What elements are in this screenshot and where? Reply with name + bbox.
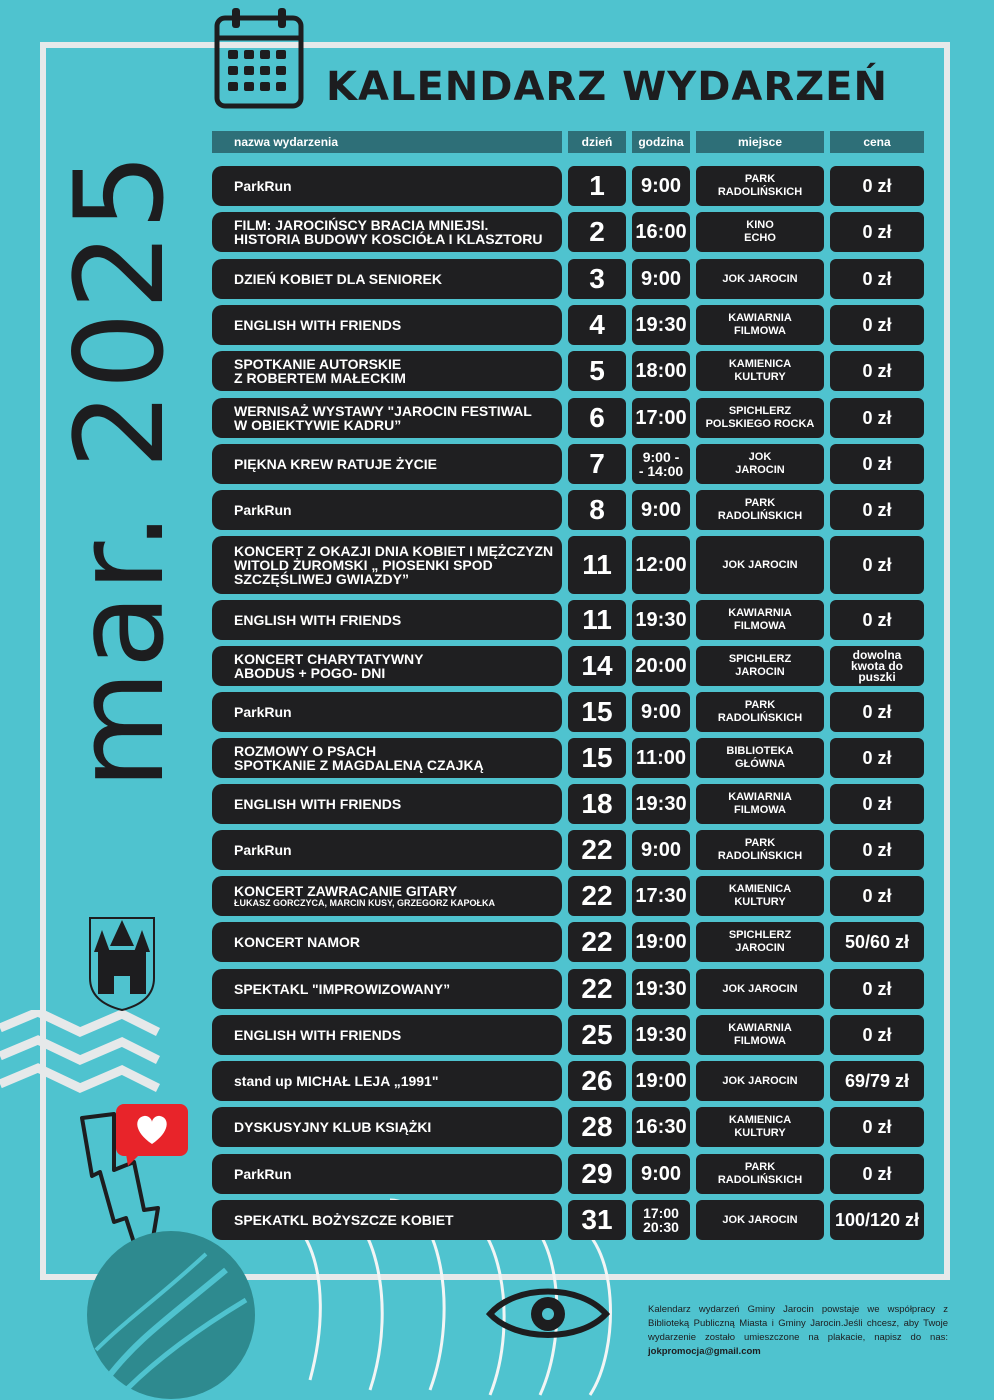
event-place: KAWIARNIA FILMOWA — [696, 784, 824, 824]
event-day: 31 — [568, 1200, 626, 1240]
event-price: 0 zł — [830, 969, 924, 1009]
wave-lines-icon — [0, 1010, 170, 1110]
event-name — [212, 259, 562, 299]
event-place: KAMIENICA KULTURY — [696, 876, 824, 916]
event-name — [212, 305, 562, 345]
event-place: JOK JAROCIN — [696, 969, 824, 1009]
event-name — [212, 351, 562, 391]
page-title: KALENDARZ WYDARZEŃ — [326, 64, 888, 110]
event-place: JOK JAROCIN — [696, 259, 824, 299]
event-day: 15 — [568, 738, 626, 778]
event-day: 8 — [568, 490, 626, 530]
event-name-line: SPOTKANIE Z MAGDALENĄ CZAJKĄ — [234, 757, 484, 773]
event-time: 9:00 — [632, 692, 690, 732]
event-day: 22 — [568, 830, 626, 870]
event-time: 17:00 — [632, 398, 690, 438]
event-name-line: PIĘKNA KREW RATUJE ŻYCIE — [234, 456, 438, 472]
event-day: 22 — [568, 876, 626, 916]
event-name — [212, 490, 562, 530]
footer-text: Kalendarz wydarzeń Gminy Jarocin powstaje we współpracy z Biblioteką Publiczną Miasta i Gminy Jarocin.Jeśli chcesz, aby Twoje wydarzenie zostało umieszczone na plakacie, napisz do nas: — [648, 1304, 948, 1343]
event-price: 0 zł — [830, 259, 924, 299]
jarocin-crest-icon — [88, 916, 156, 1012]
event-place: KAMIENICA KULTURY — [696, 351, 824, 391]
event-place: JOK JAROCIN — [696, 1061, 824, 1101]
event-price: dowolna kwota do puszki — [830, 646, 924, 686]
event-subname: ŁUKASZ GORCZYCA, MARCIN KUSY, GRZEGORZ KAPOŁKA — [234, 897, 495, 908]
event-time: 19:30 — [632, 305, 690, 345]
event-name-line: ParkRun — [234, 502, 292, 518]
event-time: 9:00 — [632, 830, 690, 870]
month-label: mar. 2025 — [49, 150, 191, 790]
event-price: 100/120 zł — [830, 1200, 924, 1240]
event-time: 9:00 - - 14:00 — [632, 444, 690, 484]
event-day: 1 — [568, 166, 626, 206]
header-name: nazwa wydarzenia — [212, 131, 562, 153]
event-price: 0 zł — [830, 490, 924, 530]
event-name — [212, 922, 562, 962]
event-name-line: ENGLISH WITH FRIENDS — [234, 612, 402, 628]
event-day: 11 — [568, 600, 626, 640]
event-name — [212, 646, 562, 686]
event-day: 6 — [568, 398, 626, 438]
event-price: 0 zł — [830, 444, 924, 484]
event-price: 0 zł — [830, 212, 924, 252]
event-place: BIBLIOTEKA GŁÓWNA — [696, 738, 824, 778]
event-day: 2 — [568, 212, 626, 252]
event-day: 18 — [568, 784, 626, 824]
event-price: 0 zł — [830, 830, 924, 870]
header-day: dzień — [568, 131, 626, 153]
event-time: 19:30 — [632, 600, 690, 640]
event-day: 29 — [568, 1154, 626, 1194]
event-name — [212, 969, 562, 1009]
event-name-line: Z ROBERTEM MAŁECKIM — [234, 370, 406, 386]
event-name — [212, 166, 562, 206]
event-place: SPICHLERZ JAROCIN — [696, 646, 824, 686]
event-name-line: HISTORIA BUDOWY KOSCIÓŁA I KLASZTORU — [234, 231, 543, 247]
event-name — [212, 398, 562, 438]
event-name-line: KONCERT NAMOR — [234, 934, 360, 950]
event-name — [212, 784, 562, 824]
event-time: 9:00 — [632, 1154, 690, 1194]
event-place: JOK JAROCIN — [696, 444, 824, 484]
event-name-line: ENGLISH WITH FRIENDS — [234, 317, 402, 333]
event-name-line: KONCERT ZAWRACANIE GITARY — [234, 882, 458, 899]
planet-decoration-icon — [86, 1230, 256, 1400]
footer-email[interactable]: jokpromocja@gmail.com — [648, 1346, 761, 1357]
event-name — [212, 876, 562, 916]
event-time: 17:00 20:30 — [632, 1200, 690, 1240]
header-price: cena — [830, 131, 924, 153]
event-name — [212, 692, 562, 732]
event-name-line: ParkRun — [234, 704, 292, 720]
event-place: JOK JAROCIN — [696, 536, 824, 594]
event-day: 26 — [568, 1061, 626, 1101]
event-name-line: ParkRun — [234, 1166, 292, 1182]
event-day: 5 — [568, 351, 626, 391]
event-price: 0 zł — [830, 1107, 924, 1147]
event-price: 50/60 zł — [830, 922, 924, 962]
event-place: KAWIARNIA FILMOWA — [696, 1015, 824, 1055]
calendar-icon — [214, 6, 304, 110]
event-day: 7 — [568, 444, 626, 484]
event-name-line: FILM: JAROCIŃSCY BRACIA MNIEJSI. — [234, 217, 489, 233]
event-time: 9:00 — [632, 166, 690, 206]
event-time: 16:00 — [632, 212, 690, 252]
event-price: 0 zł — [830, 536, 924, 594]
event-time: 16:30 — [632, 1107, 690, 1147]
event-name — [212, 536, 562, 594]
event-time: 18:00 — [632, 351, 690, 391]
event-name-line: WITOLD ŻUROMSKI „ PIOSENKI SPOD — [234, 557, 493, 573]
event-name — [212, 830, 562, 870]
event-price: 0 zł — [830, 305, 924, 345]
event-place: SPICHLERZ JAROCIN — [696, 922, 824, 962]
event-place: SPICHLERZ POLSKIEGO ROCKA — [696, 398, 824, 438]
event-day: 4 — [568, 305, 626, 345]
event-name-line: KONCERT Z OKAZJI DNIA KOBIET I MĘŻCZYZN — [234, 543, 554, 559]
event-name-line: SPEKTAKL "IMPROWIZOWANY” — [234, 981, 451, 997]
event-place: KAMIENICA KULTURY — [696, 1107, 824, 1147]
event-place: PARK RADOLIŃSKICH — [696, 490, 824, 530]
event-name-line: SPOTKANIE AUTORSKIE — [234, 356, 402, 372]
event-name — [212, 1154, 562, 1194]
event-name-line: W OBIEKTYWIE KADRU” — [234, 417, 402, 433]
event-day: 11 — [568, 536, 626, 594]
event-price: 0 zł — [830, 876, 924, 916]
event-name-line: ABODUS + POGO- DNI — [234, 665, 386, 681]
event-name-line: ROZMOWY O PSACH — [234, 743, 377, 759]
event-name-line: stand up MICHAŁ LEJA „1991" — [234, 1073, 439, 1089]
event-place: PARK RADOLIŃSKICH — [696, 692, 824, 732]
event-name — [212, 738, 562, 778]
event-time: 20:00 — [632, 646, 690, 686]
event-day: 15 — [568, 692, 626, 732]
event-time: 19:30 — [632, 1015, 690, 1055]
event-price: 0 zł — [830, 1015, 924, 1055]
event-place: PARK RADOLIŃSKICH — [696, 166, 824, 206]
event-time: 19:30 — [632, 969, 690, 1009]
event-price: 0 zł — [830, 398, 924, 438]
event-name-line: ParkRun — [234, 842, 292, 858]
event-name-line: ENGLISH WITH FRIENDS — [234, 796, 402, 812]
event-time: 19:00 — [632, 922, 690, 962]
event-time: 9:00 — [632, 490, 690, 530]
event-day: 28 — [568, 1107, 626, 1147]
event-time: 9:00 — [632, 259, 690, 299]
event-day: 22 — [568, 969, 626, 1009]
header-place: miejsce — [696, 131, 824, 153]
event-time: 17:30 — [632, 876, 690, 916]
event-name — [212, 1107, 562, 1147]
event-name-line: KONCERT CHARYTATYWNY — [234, 651, 424, 667]
event-name-line: SPEKATKL BOŻYSZCZE KOBIET — [234, 1212, 454, 1228]
event-name — [212, 1200, 562, 1240]
event-name — [212, 1015, 562, 1055]
event-price: 0 zł — [830, 351, 924, 391]
eye-icon — [486, 1282, 610, 1346]
event-name — [212, 1061, 562, 1101]
event-day: 25 — [568, 1015, 626, 1055]
event-day: 14 — [568, 646, 626, 686]
event-name-line: SZCZĘŚLIWEJ GWIAZDY” — [234, 571, 409, 587]
event-price: 69/79 zł — [830, 1061, 924, 1101]
event-place: PARK RADOLIŃSKICH — [696, 1154, 824, 1194]
event-name-line: DYSKUSYJNY KLUB KSIĄŻKI — [234, 1119, 432, 1135]
event-name — [212, 600, 562, 640]
header-time: godzina — [632, 131, 690, 153]
event-name-line: ParkRun — [234, 178, 292, 194]
event-price: 0 zł — [830, 166, 924, 206]
event-name-line: WERNISAŻ WYSTAWY "JAROCIN FESTIWAL — [234, 403, 532, 419]
event-price: 0 zł — [830, 738, 924, 778]
event-name-line: DZIEŃ KOBIET DLA SENIOREK — [234, 271, 442, 287]
event-price: 0 zł — [830, 1154, 924, 1194]
event-place: KAWIARNIA FILMOWA — [696, 600, 824, 640]
event-name — [212, 212, 562, 252]
event-time: 11:00 — [632, 738, 690, 778]
event-place: JOK JAROCIN — [696, 1200, 824, 1240]
event-place: KINO ECHO — [696, 212, 824, 252]
event-price: 0 zł — [830, 784, 924, 824]
event-day: 3 — [568, 259, 626, 299]
event-place: PARK RADOLIŃSKICH — [696, 830, 824, 870]
event-time: 19:30 — [632, 784, 690, 824]
event-day: 22 — [568, 922, 626, 962]
event-name — [212, 444, 562, 484]
footer-note — [648, 1303, 948, 1359]
event-place: KAWIARNIA FILMOWA — [696, 305, 824, 345]
event-name-line: ENGLISH WITH FRIENDS — [234, 1027, 402, 1043]
event-time: 19:00 — [632, 1061, 690, 1101]
event-price: 0 zł — [830, 600, 924, 640]
event-price: 0 zł — [830, 692, 924, 732]
event-time: 12:00 — [632, 536, 690, 594]
